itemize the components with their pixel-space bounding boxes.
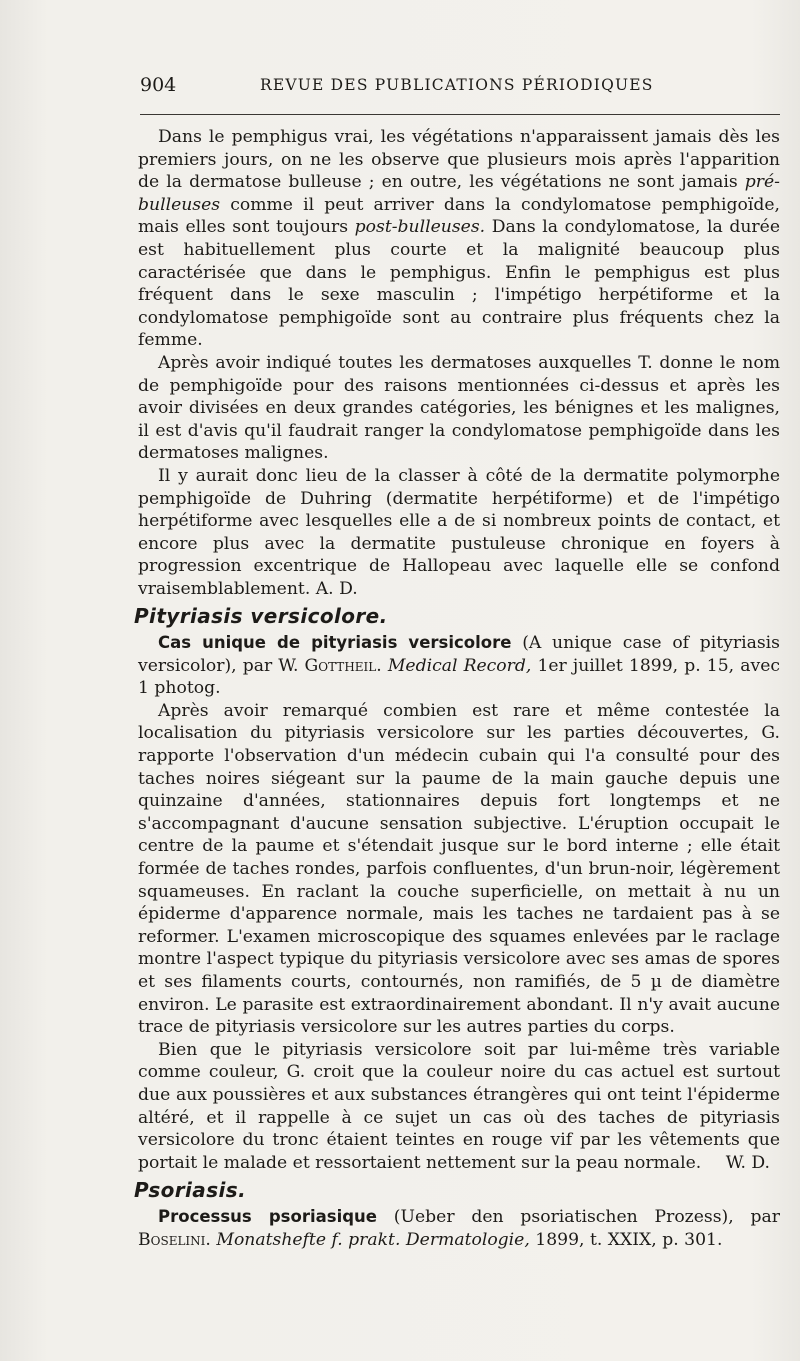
paragraph-classification: Après avoir indiqué toutes les dermatoses auxquelles T. donne le nom de pemphigoïde pour des raisons mentionnées ci-dessus et après les avoir divisées en deux grandes catégories, les bénignes et les malignes, il est d'avis qu'il faudrait ranger la condylomatose pemphigoïde dans les dermatoses malignes. (138, 352, 780, 464)
signature: W. D. (725, 1152, 770, 1173)
page-body (134, 126, 780, 1251)
running-title: REVUE DES PUBLICATIONS PÉRIODIQUES (260, 76, 654, 94)
section-heading-pityriasis: Pityriasis versicolore. (134, 604, 388, 629)
paragraph-conclusion: Il y aurait donc lieu de la classer à côté de la dermatite polymorphe pemphigoïde de Duhring (dermatite herpétiforme) et de l'impétigo herpétiforme avec lesquelles elle a de si nombreux points de contact, et encore plus avec la dermatite pustuleuse chronique en foyers à progression excentrique de Hallopeau avec laquelle elle se confond vraisemblablement. A. D. (138, 465, 780, 599)
journal-name: Monatshefte f. prakt. Dermatologie, (216, 1229, 530, 1250)
article-title: Cas unique de pityriasis versicolore (158, 633, 512, 653)
section-heading-psoriasis: Psoriasis. (134, 1178, 247, 1203)
journal-name: Medical Record, (387, 655, 532, 676)
article-title: Processus psoriasique (158, 1206, 377, 1226)
article-reference-pityriasis: Cas unique de pityriasis versicolore (A unique case of pityriasis versicolor), par W. Gottheil. Medical Record, 1er juillet 1899, p. 15, avec 1 photog. (138, 633, 780, 699)
signature: A. D. (315, 578, 358, 599)
paragraph-observation: Après avoir remarqué combien est rare et même contestée la localisation du pityriasis versicolore sur les parties découvertes, G. rapporte l'observation d'un médecin cubain qui l'a consulté pour des taches noires siégeant sur la paume de la main gauche depuis une quinzaine d'années, stationnaires depuis fort longtemps et ne s'accompagnant d'aucune sensation subjective. L'éruption occupait le centre de la paume et s'étendait jusque sur le bord interne ; elle était formée de taches rondes, parfois confluentes, d'un brun-noir, légèrement squameuses. En raclant la couche superficielle, on mettait à nu un épiderme d'apparence normale, mais les taches ne tardaient pas à se reformer. L'examen microscopique des squames enlevées par le raclage montre l'aspect typique du pityriasis versicolore avec ses amas de spores et ses filaments courts, contournés, non ramifiés, de 5 µ de diamètre environ. Le parasite est extraordinairement abondant. Il n'y avait aucune trace de pityriasis versicolore sur les autres parties du corps. (138, 700, 780, 1038)
author-name: Gottheil. (304, 655, 382, 676)
page-number: 904 (140, 74, 177, 96)
header-rule (140, 114, 780, 115)
author-name: Boselini. (138, 1229, 211, 1250)
paragraph-pemphigus: Dans le pemphigus vrai, les végétations n'apparaissent jamais dès les premiers jours, on ne les observe que plusieurs mois après l'apparition de la dermatose bulleuse ; en outre, les végétations ne sont jamais pré-bulleuses comme il peut arriver dans la condylomatose pemphigoïde, mais elles sont toujours post-bulleuses. Dans la condylomatose, la durée est habituellement plus courte et la malignité beaucoup plus caractérisée que dans le pemphigus. Enfin le pemphigus est plus fréquent dans le sexe masculin ; l'impétigo herpétiforme et la condylomatose pemphigoïde sont au contraire plus fréquents chez la femme. (138, 127, 780, 351)
paragraph-color: Bien que le pityriasis versicolore soit par lui-même très variable comme couleur, G. croit que la couleur noire du cas actuel est surtout due aux poussières et aux substances étrangères qui ont teint l'épiderme altéré, et il rappelle à ce sujet un cas où des taches de pityriasis versicolore du tronc étaient teintes en rouge vif par les vêtements que portait le malade et ressortaient nettement sur la peau normale. W. D. (138, 1039, 780, 1173)
article-reference-psoriasis: Processus psoriasique (Ueber den psoriatischen Prozess), par Boselini. Monatshefte f. prakt. Dermatologie, 1899, t. XXIX, p. 301. (138, 1206, 780, 1250)
